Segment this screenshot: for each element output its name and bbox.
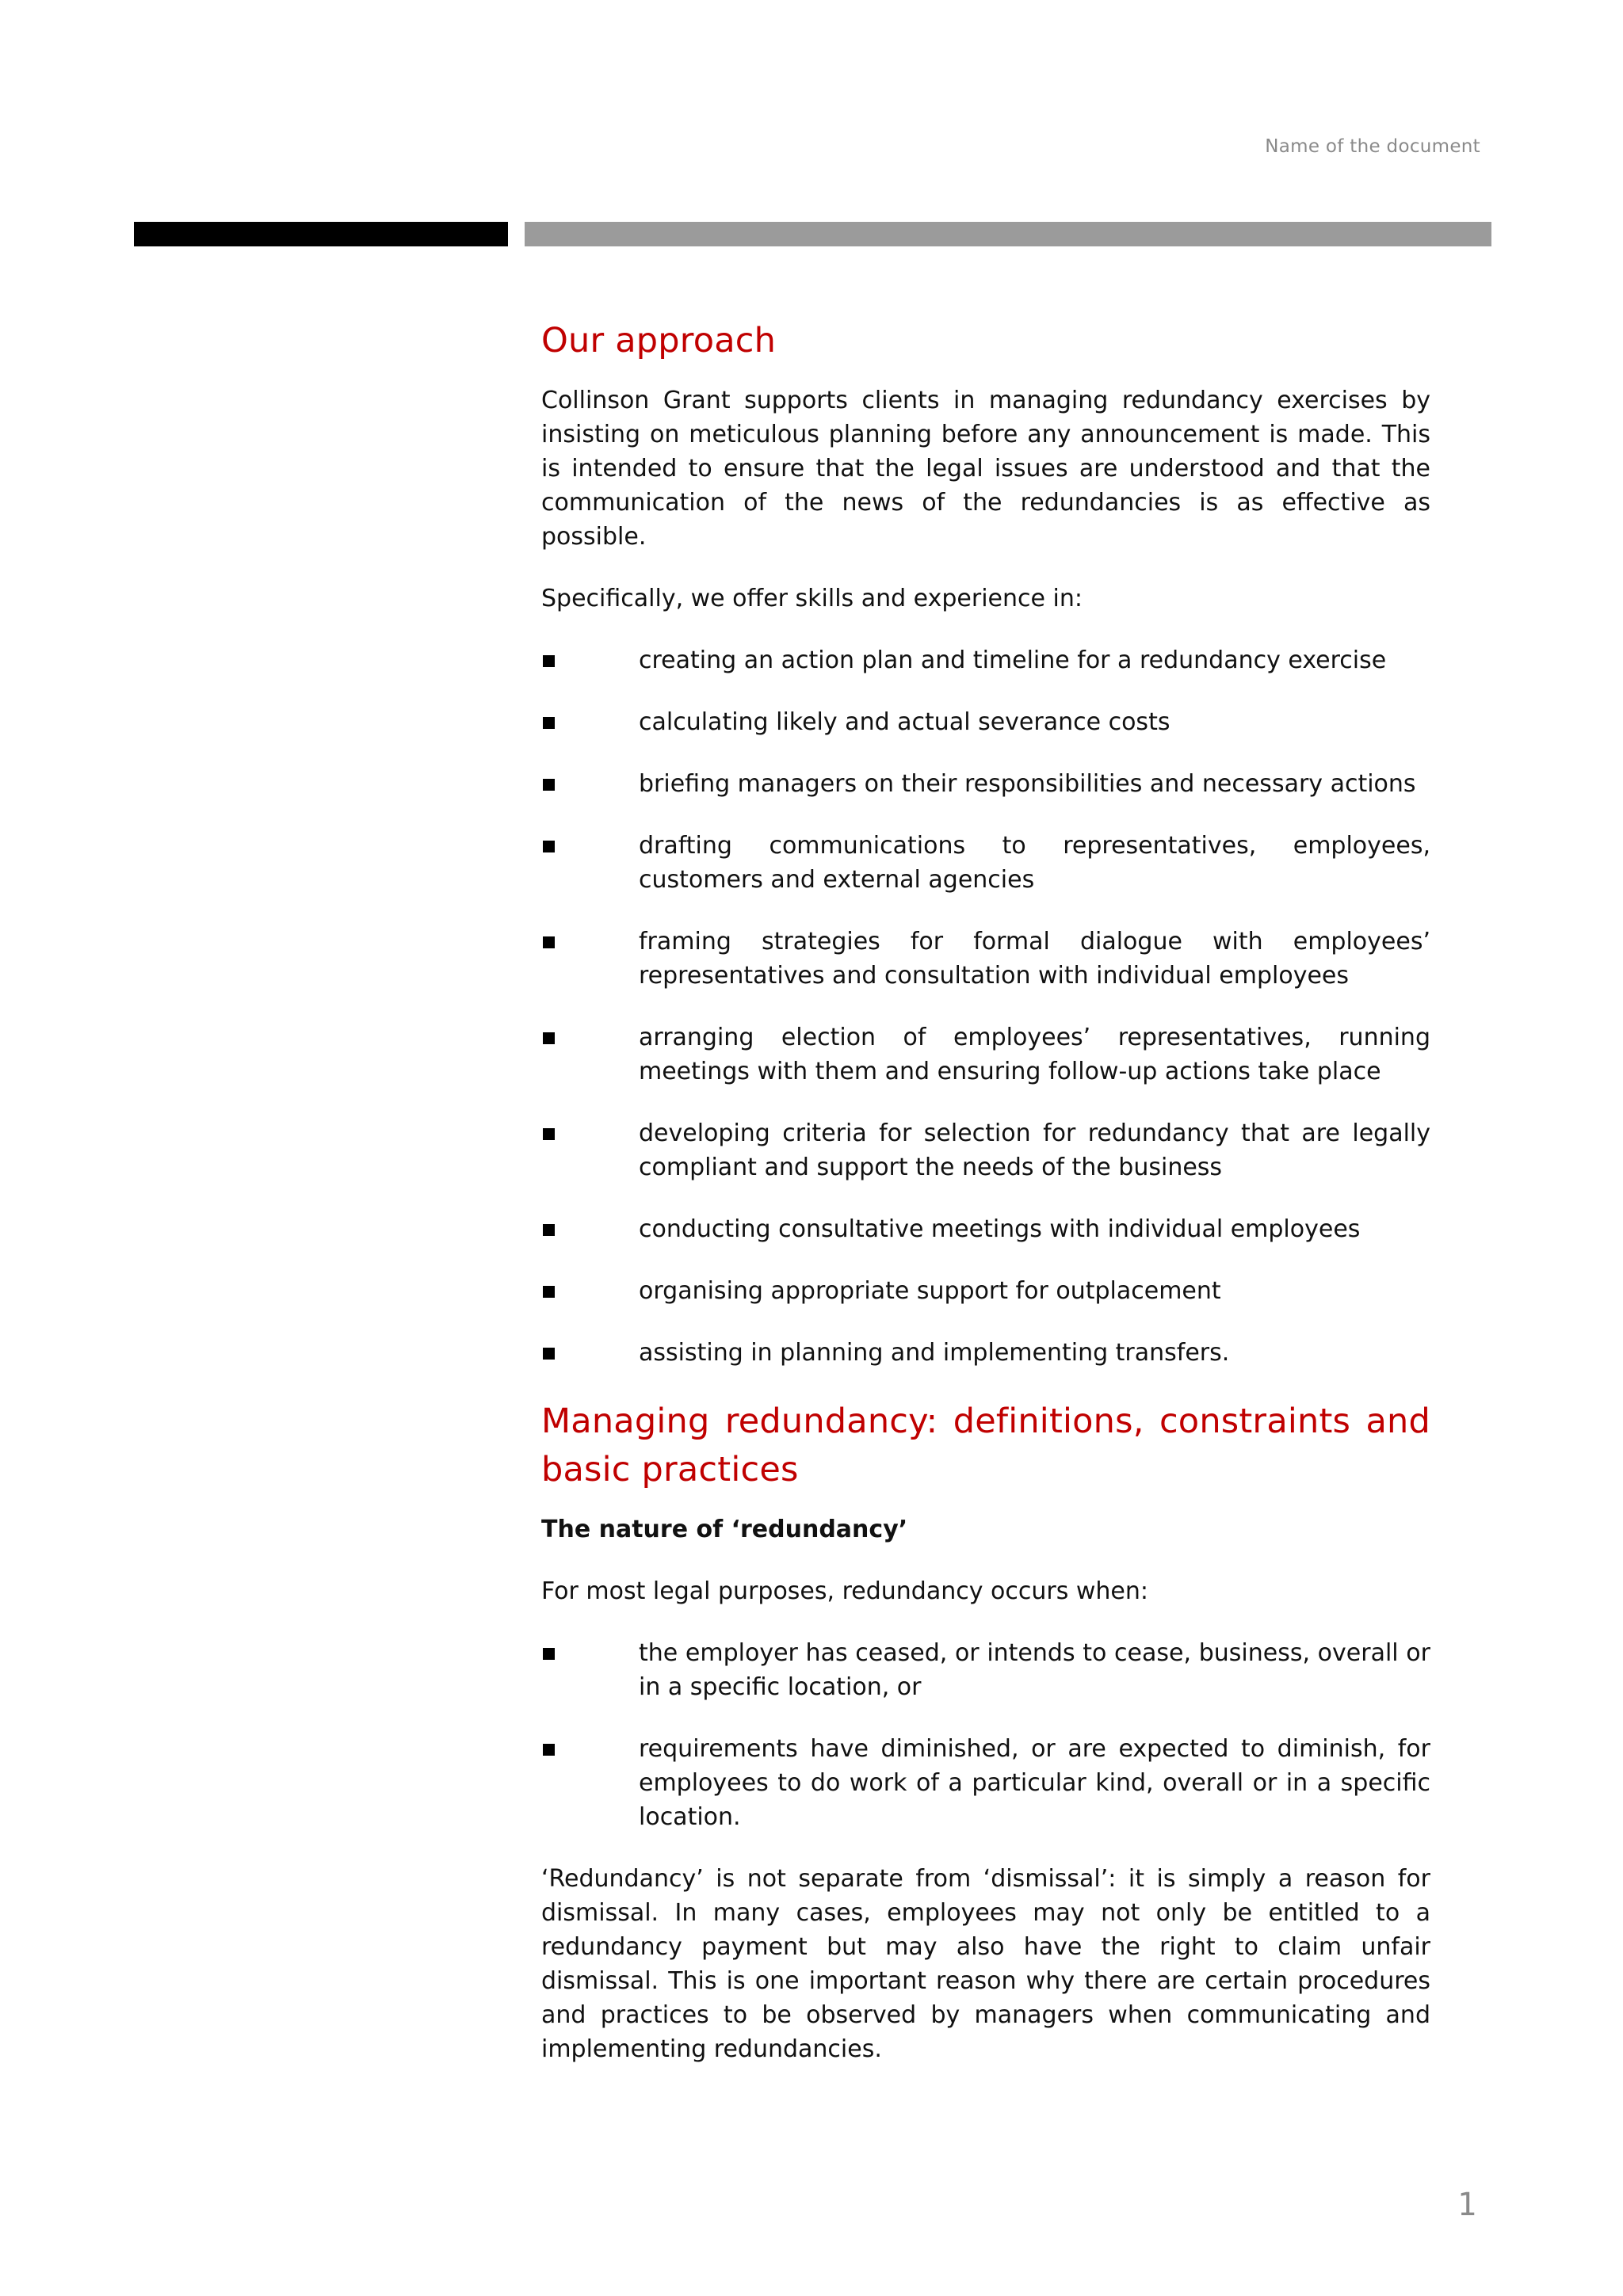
square-bullet-icon (543, 1744, 555, 1756)
list-item (541, 705, 1430, 739)
list-item-text: conducting consultative meetings with individual employees (639, 1215, 1361, 1243)
square-bullet-icon (543, 936, 555, 948)
square-bullet-icon (543, 841, 555, 852)
list-item (541, 925, 1430, 993)
section-title-managing-redundancy: Managing redundancy: definitions, constraints and basic practices (541, 1402, 1430, 1489)
square-bullet-icon (543, 717, 555, 729)
subsection-title-nature-of-redundancy: The nature of ‘redundancy’ (541, 1516, 908, 1543)
list-item (541, 1116, 1430, 1184)
list-item-text: the employer has ceased, or intends to cease, business, overall or in a specific location, or (639, 1639, 1430, 1701)
list-item-text: assisting in planning and implementing transfers. (639, 1339, 1230, 1367)
list-item-text: organising appropriate support for outplacement (639, 1277, 1221, 1305)
square-bullet-icon (543, 1286, 555, 1298)
square-bullet-icon (543, 1032, 555, 1044)
page-number: 1 (1457, 2187, 1476, 2223)
list-item-text: drafting communications to representatives, employees, customers and external agencies (639, 832, 1430, 894)
list-item-text: briefing managers on their responsibilities and necessary actions (639, 770, 1416, 798)
list-item-text: calculating likely and actual severance costs (639, 708, 1170, 736)
header-bar-black (134, 222, 508, 246)
document-name: Name of the document (1265, 136, 1480, 157)
page-content (541, 317, 1430, 2094)
square-bullet-icon (543, 655, 555, 667)
closing-paragraph: ‘Redundancy’ is not separate from ‘dismissal’: it is simply a reason for dismissal. In many cases, employees may not only be entitled to a redundancy payment but may also have the right to claim unfair dismissal. This is one important reason why there are certain procedures and practices to be observed by managers when communicating and implementing redundancies. (541, 1865, 1430, 2063)
list-item (541, 1336, 1430, 1370)
list-item-text: arranging election of employees’ representatives, running meetings with them and ensuring follow-up actions take place (639, 1024, 1430, 1085)
list-item (541, 643, 1430, 677)
redundancy-conditions-list (541, 1636, 1430, 1834)
list-item-text: developing criteria for selection for redundancy that are legally compliant and support the needs of the business (639, 1119, 1430, 1181)
skills-list (541, 643, 1430, 1370)
square-bullet-icon (543, 1648, 555, 1660)
intro-paragraph: Collinson Grant supports clients in managing redundancy exercises by insisting on meticulous planning before any announcement is made. This is intended to ensure that the legal issues are understood and that the communication of the news of the redundancies is as effective as possible. (541, 387, 1430, 551)
square-bullet-icon (543, 779, 555, 791)
skills-lead-paragraph: Specifically, we offer skills and experience in: (541, 585, 1083, 612)
list-item-text: requirements have diminished, or are expected to diminish, for employees to do work of a particular kind, overall or in a specific location. (639, 1735, 1430, 1831)
section-title-our-approach: Our approach (541, 321, 777, 360)
list-item (541, 1636, 1430, 1704)
list-item (541, 767, 1430, 801)
list-item (541, 1274, 1430, 1308)
list-item (541, 829, 1430, 897)
square-bullet-icon (543, 1128, 555, 1140)
square-bullet-icon (543, 1224, 555, 1236)
list-item (541, 1020, 1430, 1089)
list-item (541, 1732, 1430, 1834)
header-bar-grey (525, 222, 1491, 246)
list-item-text: creating an action plan and timeline for a redundancy exercise (639, 646, 1387, 674)
redundancy-lead-paragraph: For most legal purposes, redundancy occurs when: (541, 1577, 1148, 1605)
list-item-text: framing strategies for formal dialogue with employees’ representatives and consultation with individual employees (639, 928, 1430, 990)
square-bullet-icon (543, 1348, 555, 1360)
list-item (541, 1212, 1430, 1246)
